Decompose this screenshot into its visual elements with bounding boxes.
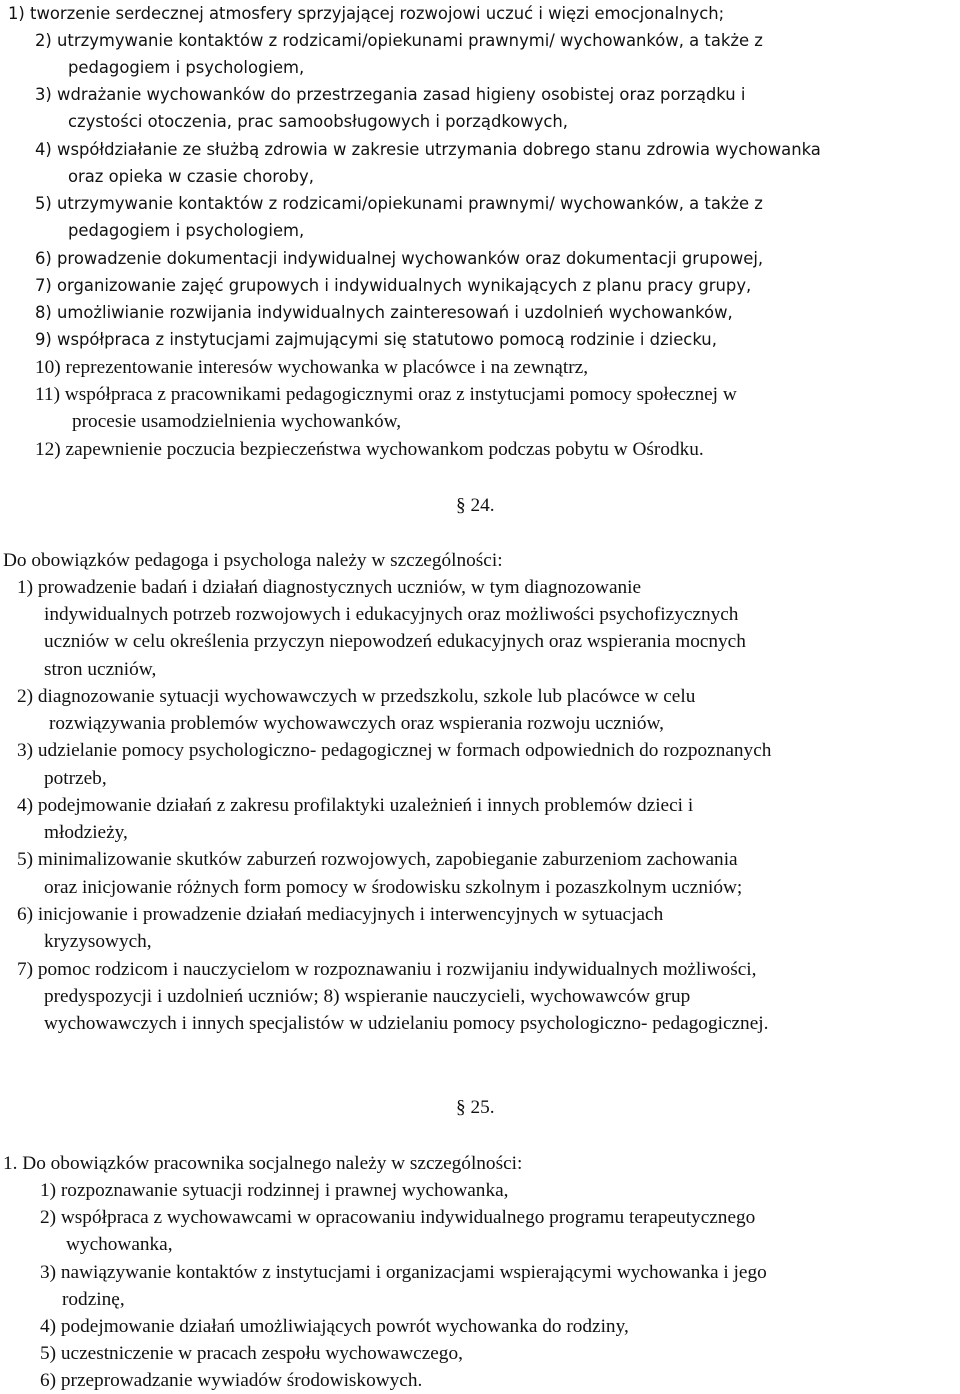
list-item: 2) współpraca z wychowawcami w opracowaniu indywidualnego programu terapeutycznego xyxy=(40,1207,756,1228)
list-item-continuation: wychowanka, xyxy=(66,1234,173,1255)
list-item-continuation: rodzinę, xyxy=(62,1289,125,1310)
list-item: 3) udzielanie pomocy psychologiczno- pedagogicznej w formach odpowiednich do rozpoznanych xyxy=(17,740,772,761)
list-item: 2) utrzymywanie kontaktów z rodzicami/opiekunami prawnymi/ wychowanków, a także z xyxy=(35,31,763,50)
list-item: 9) współpraca z instytucjami zajmującymi się statutowo pomocą rodzinie i dziecku, xyxy=(35,330,717,349)
section-intro: Do obowiązków pedagoga i psychologa należy w szczególności: xyxy=(3,550,503,571)
list-item: 4) podejmowanie działań z zakresu profilaktyki uzależnień i innych problemów dzieci i xyxy=(17,795,694,816)
list-item-continuation: czystości otoczenia, prac samoobsługowych i porządkowych, xyxy=(68,112,569,131)
list-item: 2) diagnozowanie sytuacji wychowawczych w przedszkolu, szkole lub placówce w celu xyxy=(17,686,696,707)
list-item-continuation: indywidualnych potrzeb rozwojowych i edukacyjnych oraz możliwości psychofizycznych xyxy=(44,604,739,625)
list-item-continuation: rozwiązywania problemów wychowawczych oraz wspierania rozwoju uczniów, xyxy=(49,713,664,734)
list-item: 4) podejmowanie działań umożliwiających powrót wychowanka do rodziny, xyxy=(40,1316,629,1337)
list-item-continuation: pedagogiem i psychologiem, xyxy=(68,221,305,240)
list-item-continuation: kryzysowych, xyxy=(44,931,152,952)
list-item: 4) współdziałanie ze służbą zdrowia w zakresie utrzymania dobrego stanu zdrowia wychowanka xyxy=(35,140,821,159)
list-item-continuation: procesie usamodzielnienia wychowanków, xyxy=(72,411,402,432)
list-item: 6) inicjowanie i prowadzenie działań mediacyjnych i interwencyjnych w sytuacjach xyxy=(17,904,664,925)
list-item-continuation: wychowawczych i innych specjalistów w udzielaniu pomocy psychologiczno- pedagogicznej. xyxy=(44,1013,769,1034)
section-intro: 1. Do obowiązków pracownika socjalnego należy w szczególności: xyxy=(3,1153,523,1174)
list-item: 6) przeprowadzanie wywiadów środowiskowych. xyxy=(40,1370,423,1391)
list-item-continuation: uczniów w celu określenia przyczyn niepowodzeń edukacyjnych oraz wspierania mocnych xyxy=(44,631,746,652)
list-item: 3) wdrażanie wychowanków do przestrzegania zasad higieny osobistej oraz porządku i xyxy=(35,85,746,104)
list-item-continuation: predyspozycji i uzdolnień uczniów; 8) wspieranie nauczycieli, wychowawców grup xyxy=(44,986,691,1007)
list-item: 11) współpraca z pracownikami pedagogicznymi oraz z instytucjami pomocy społecznej w xyxy=(35,384,737,405)
list-item: 5) uczestniczenie w pracach zespołu wychowawczego, xyxy=(40,1343,463,1364)
list-item-continuation: stron uczniów, xyxy=(44,659,157,680)
list-item: 10) reprezentowanie interesów wychowanka w placówce i na zewnątrz, xyxy=(35,357,589,378)
list-item: 1) tworzenie serdecznej atmosfery sprzyjającej rozwojowi uczuć i więzi emocjonalnych; xyxy=(8,4,725,23)
list-item: 7) pomoc rodzicom i nauczycielom w rozpoznawaniu i rozwijaniu indywidualnych możliwości, xyxy=(17,959,757,980)
section-heading: § 24. xyxy=(456,495,495,516)
list-item: 12) zapewnienie poczucia bezpieczeństwa wychowankom podczas pobytu w Ośrodku. xyxy=(35,439,704,460)
list-item-continuation: pedagogiem i psychologiem, xyxy=(68,58,305,77)
list-item: 6) prowadzenie dokumentacji indywidualnej wychowanków oraz dokumentacji grupowej, xyxy=(35,249,764,268)
section-heading: § 25. xyxy=(456,1097,495,1118)
list-item: 5) minimalizowanie skutków zaburzeń rozwojowych, zapobieganie zaburzeniom zachowania xyxy=(17,849,738,870)
list-item: 1) rozpoznawanie sytuacji rodzinnej i prawnej wychowanka, xyxy=(40,1180,509,1201)
list-item: 7) organizowanie zajęć grupowych i indywidualnych wynikających z planu pracy grupy, xyxy=(35,276,752,295)
list-item: 8) umożliwianie rozwijania indywidualnych zainteresowań i uzdolnień wychowanków, xyxy=(35,303,733,322)
list-item: 1) prowadzenie badań i działań diagnostycznych uczniów, w tym diagnozowanie xyxy=(17,577,642,598)
list-item: 3) nawiązywanie kontaktów z instytucjami i organizacjami wspierającymi wychowanka i jego xyxy=(40,1262,767,1283)
list-item-continuation: oraz inicjowanie różnych form pomocy w środowisku szkolnym i pozaszkolnym uczniów; xyxy=(44,877,743,898)
list-item-continuation: potrzeb, xyxy=(44,768,107,789)
list-item-continuation: młodzieży, xyxy=(44,822,128,843)
list-item-continuation: oraz opieka w czasie choroby, xyxy=(68,167,314,186)
list-item: 5) utrzymywanie kontaktów z rodzicami/opiekunami prawnymi/ wychowanków, a także z xyxy=(35,194,763,213)
